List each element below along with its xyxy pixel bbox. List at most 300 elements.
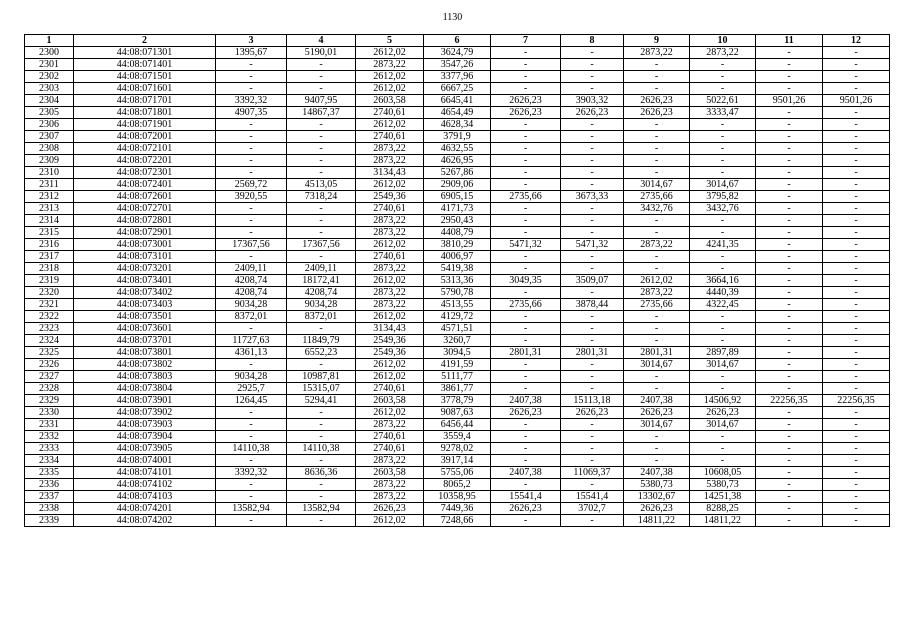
table-cell-col-1: 2332 xyxy=(25,431,74,443)
table-cell-col-2: 44:08:072201 xyxy=(74,155,216,167)
table-cell-col-11: - xyxy=(756,275,823,287)
table-cell-col-12: - xyxy=(823,191,890,203)
table-cell-col-3: - xyxy=(216,323,287,335)
table-cell-col-10: - xyxy=(690,155,756,167)
table-cell-col-10: - xyxy=(690,431,756,443)
table-cell-col-11: - xyxy=(756,479,823,491)
table-cell-col-5: 2740,61 xyxy=(356,107,424,119)
table-cell-col-6: 5755,06 xyxy=(424,467,491,479)
table-row xyxy=(25,239,890,251)
table-cell-col-8: - xyxy=(561,131,624,143)
table-cell-col-5: 2740,61 xyxy=(356,431,424,443)
table-cell-col-11: - xyxy=(756,119,823,131)
table-cell-col-3: 11727,63 xyxy=(216,335,287,347)
table-cell-col-9: - xyxy=(624,143,690,155)
table-cell-col-11: - xyxy=(756,311,823,323)
table-cell-col-4: 2409,11 xyxy=(287,263,356,275)
header-row xyxy=(25,35,890,47)
table-cell-col-9: 2873,22 xyxy=(624,47,690,59)
table-cell-col-7: - xyxy=(491,83,561,95)
table-cell-col-10: 4241,35 xyxy=(690,239,756,251)
table-cell-col-6: 5111,77 xyxy=(424,371,491,383)
table-cell-col-8: - xyxy=(561,203,624,215)
table-cell-col-3: 13582,94 xyxy=(216,503,287,515)
table-cell-col-4: - xyxy=(287,203,356,215)
table-cell-col-2: 44:08:073901 xyxy=(74,395,216,407)
table-cell-col-8: 3878,44 xyxy=(561,299,624,311)
table-cell-col-11: - xyxy=(756,239,823,251)
table-cell-col-12: - xyxy=(823,227,890,239)
table-row xyxy=(25,491,890,503)
table-cell-col-8: - xyxy=(561,287,624,299)
table-cell-col-10: - xyxy=(690,143,756,155)
table-cell-col-1: 2317 xyxy=(25,251,74,263)
table-cell-col-4: - xyxy=(287,407,356,419)
table-cell-col-8: - xyxy=(561,359,624,371)
table-cell-col-3: 4907,35 xyxy=(216,107,287,119)
table-cell-col-2: 44:08:071901 xyxy=(74,119,216,131)
table-cell-col-9: - xyxy=(624,455,690,467)
table-cell-col-8: - xyxy=(561,419,624,431)
table-cell-col-2: 44:08:073902 xyxy=(74,407,216,419)
column-header-9: 9 xyxy=(624,35,690,47)
table-cell-col-9: - xyxy=(624,167,690,179)
table-cell-col-11: - xyxy=(756,491,823,503)
table-row xyxy=(25,119,890,131)
table-cell-col-4: - xyxy=(287,479,356,491)
table-cell-col-12: - xyxy=(823,503,890,515)
table-row xyxy=(25,131,890,143)
table-cell-col-5: 2612,02 xyxy=(356,83,424,95)
table-cell-col-11: - xyxy=(756,251,823,263)
table-cell-col-2: 44:08:073401 xyxy=(74,275,216,287)
table-cell-col-6: 5313,36 xyxy=(424,275,491,287)
table-cell-col-9: - xyxy=(624,71,690,83)
table-cell-col-8: - xyxy=(561,71,624,83)
column-header-6: 6 xyxy=(424,35,491,47)
column-header-7: 7 xyxy=(491,35,561,47)
table-cell-col-7: - xyxy=(491,131,561,143)
table-cell-col-10: 3795,82 xyxy=(690,191,756,203)
table-cell-col-8: - xyxy=(561,227,624,239)
table-cell-col-1: 2336 xyxy=(25,479,74,491)
table-cell-col-4: - xyxy=(287,515,356,527)
table-cell-col-3: - xyxy=(216,83,287,95)
table-row xyxy=(25,215,890,227)
table-cell-col-10: - xyxy=(690,335,756,347)
table-cell-col-12: - xyxy=(823,251,890,263)
table-cell-col-10: - xyxy=(690,131,756,143)
table-cell-col-1: 2325 xyxy=(25,347,74,359)
table-cell-col-6: 4626,95 xyxy=(424,155,491,167)
table-cell-col-1: 2321 xyxy=(25,299,74,311)
table-cell-col-1: 2310 xyxy=(25,167,74,179)
table-cell-col-8: - xyxy=(561,371,624,383)
table-cell-col-7: - xyxy=(491,443,561,455)
table-cell-col-3: - xyxy=(216,359,287,371)
table-cell-col-9: - xyxy=(624,83,690,95)
table-cell-col-3: 3920,55 xyxy=(216,191,287,203)
table-cell-col-5: 2612,02 xyxy=(356,275,424,287)
table-cell-col-1: 2315 xyxy=(25,227,74,239)
table-cell-col-11: - xyxy=(756,71,823,83)
table-cell-col-4: 18172,41 xyxy=(287,275,356,287)
table-row xyxy=(25,515,890,527)
table-cell-col-6: 4006,97 xyxy=(424,251,491,263)
table-row xyxy=(25,395,890,407)
table-cell-col-12: - xyxy=(823,167,890,179)
table-row xyxy=(25,431,890,443)
column-header-11: 11 xyxy=(756,35,823,47)
table-cell-col-2: 44:08:072801 xyxy=(74,215,216,227)
table-cell-col-6: 4191,59 xyxy=(424,359,491,371)
table-cell-col-10: 3014,67 xyxy=(690,179,756,191)
table-cell-col-5: 2603,58 xyxy=(356,395,424,407)
table-cell-col-11: 9501,26 xyxy=(756,95,823,107)
table-cell-col-4: - xyxy=(287,419,356,431)
table-cell-col-11: - xyxy=(756,47,823,59)
table-cell-col-5: 2549,36 xyxy=(356,335,424,347)
table-cell-col-2: 44:08:073803 xyxy=(74,371,216,383)
table-cell-col-1: 2311 xyxy=(25,179,74,191)
table-cell-col-4: 11849,79 xyxy=(287,335,356,347)
table-cell-col-5: 2612,02 xyxy=(356,47,424,59)
table-cell-col-2: 44:08:073201 xyxy=(74,263,216,275)
table-cell-col-2: 44:08:073802 xyxy=(74,359,216,371)
table-cell-col-12: - xyxy=(823,131,890,143)
table-cell-col-10: 14506,92 xyxy=(690,395,756,407)
table-cell-col-5: 2612,02 xyxy=(356,515,424,527)
table-cell-col-12: - xyxy=(823,371,890,383)
table-row xyxy=(25,83,890,95)
table-cell-col-5: 2612,02 xyxy=(356,407,424,419)
table-cell-col-2: 44:08:074201 xyxy=(74,503,216,515)
table-cell-col-5: 2740,61 xyxy=(356,443,424,455)
table-row xyxy=(25,47,890,59)
table-cell-col-1: 2327 xyxy=(25,371,74,383)
table-cell-col-8: - xyxy=(561,383,624,395)
table-cell-col-2: 44:08:073801 xyxy=(74,347,216,359)
table-cell-col-8: - xyxy=(561,119,624,131)
table-cell-col-1: 2324 xyxy=(25,335,74,347)
table-cell-col-8: - xyxy=(561,479,624,491)
table-cell-col-4: - xyxy=(287,143,356,155)
table-cell-col-6: 3778,79 xyxy=(424,395,491,407)
table-cell-col-8: 3509,07 xyxy=(561,275,624,287)
table-cell-col-2: 44:08:071701 xyxy=(74,95,216,107)
table-cell-col-10: 2897,89 xyxy=(690,347,756,359)
table-cell-col-8: - xyxy=(561,167,624,179)
table-cell-col-7: 2735,66 xyxy=(491,299,561,311)
table-cell-col-10: - xyxy=(690,83,756,95)
table-cell-col-5: 2626,23 xyxy=(356,503,424,515)
table-cell-col-5: 3134,43 xyxy=(356,323,424,335)
table-cell-col-11: - xyxy=(756,107,823,119)
table-cell-col-12: 9501,26 xyxy=(823,95,890,107)
table-cell-col-1: 2338 xyxy=(25,503,74,515)
table-cell-col-11: - xyxy=(756,155,823,167)
table-cell-col-7: 2407,38 xyxy=(491,467,561,479)
table-cell-col-12: - xyxy=(823,431,890,443)
table-cell-col-11: - xyxy=(756,203,823,215)
table-cell-col-1: 2316 xyxy=(25,239,74,251)
table-cell-col-4: 17367,56 xyxy=(287,239,356,251)
table-row xyxy=(25,227,890,239)
table-cell-col-3: - xyxy=(216,431,287,443)
column-header-1: 1 xyxy=(25,35,74,47)
table-row xyxy=(25,251,890,263)
table-cell-col-10: - xyxy=(690,371,756,383)
table-cell-col-2: 44:08:071401 xyxy=(74,59,216,71)
table-cell-col-1: 2335 xyxy=(25,467,74,479)
table-cell-col-11: - xyxy=(756,419,823,431)
table-cell-col-10: 4322,45 xyxy=(690,299,756,311)
table-cell-col-8: - xyxy=(561,263,624,275)
table-cell-col-11: - xyxy=(756,515,823,527)
table-row xyxy=(25,143,890,155)
table-cell-col-10: 3432,76 xyxy=(690,203,756,215)
column-header-5: 5 xyxy=(356,35,424,47)
table-cell-col-7: 15541,4 xyxy=(491,491,561,503)
table-cell-col-2: 44:08:073904 xyxy=(74,431,216,443)
table-cell-col-8: 2626,23 xyxy=(561,407,624,419)
table-cell-col-2: 44:08:074102 xyxy=(74,479,216,491)
table-cell-col-1: 2304 xyxy=(25,95,74,107)
table-cell-col-6: 3624,79 xyxy=(424,47,491,59)
table-cell-col-3: - xyxy=(216,491,287,503)
table-cell-col-12: - xyxy=(823,335,890,347)
table-cell-col-6: 4654,49 xyxy=(424,107,491,119)
table-cell-col-5: 2612,02 xyxy=(356,179,424,191)
table-cell-col-1: 2308 xyxy=(25,143,74,155)
table-cell-col-12: - xyxy=(823,479,890,491)
table-row xyxy=(25,299,890,311)
table-cell-col-3: - xyxy=(216,455,287,467)
table-cell-col-7: 2735,66 xyxy=(491,191,561,203)
column-header-4: 4 xyxy=(287,35,356,47)
table-cell-col-10: 3664,16 xyxy=(690,275,756,287)
table-cell-col-10: - xyxy=(690,59,756,71)
table-cell-col-12: - xyxy=(823,215,890,227)
table-cell-col-1: 2314 xyxy=(25,215,74,227)
table-cell-col-7: - xyxy=(491,215,561,227)
table-cell-col-4: - xyxy=(287,491,356,503)
table-cell-col-7: - xyxy=(491,515,561,527)
table-cell-col-5: 2612,02 xyxy=(356,371,424,383)
table-cell-col-10: 14251,38 xyxy=(690,491,756,503)
table-cell-col-12: - xyxy=(823,107,890,119)
table-cell-col-6: 3810,29 xyxy=(424,239,491,251)
table-cell-col-9: 2873,22 xyxy=(624,287,690,299)
table-cell-col-6: 4129,72 xyxy=(424,311,491,323)
table-cell-col-11: - xyxy=(756,455,823,467)
table-cell-col-1: 2318 xyxy=(25,263,74,275)
table-cell-col-4: 8372,01 xyxy=(287,311,356,323)
table-cell-col-1: 2323 xyxy=(25,323,74,335)
table-row xyxy=(25,383,890,395)
table-cell-col-5: 2612,02 xyxy=(356,311,424,323)
table-cell-col-10: - xyxy=(690,311,756,323)
table-cell-col-2: 44:08:073701 xyxy=(74,335,216,347)
table-cell-col-12: - xyxy=(823,455,890,467)
table-cell-col-6: 3260,7 xyxy=(424,335,491,347)
table-cell-col-1: 2307 xyxy=(25,131,74,143)
table-cell-col-9: 3014,67 xyxy=(624,179,690,191)
table-cell-col-11: - xyxy=(756,383,823,395)
table-cell-col-3: 2569,72 xyxy=(216,179,287,191)
table-cell-col-4: - xyxy=(287,119,356,131)
table-cell-col-4: - xyxy=(287,155,356,167)
table-cell-col-5: 2873,22 xyxy=(356,59,424,71)
table-cell-col-3: 8372,01 xyxy=(216,311,287,323)
table-cell-col-5: 2873,22 xyxy=(356,455,424,467)
table-cell-col-12: - xyxy=(823,155,890,167)
table-cell-col-6: 3377,96 xyxy=(424,71,491,83)
table-cell-col-3: 14110,38 xyxy=(216,443,287,455)
table-cell-col-3: 9034,28 xyxy=(216,371,287,383)
table-cell-col-4: - xyxy=(287,359,356,371)
table-cell-col-5: 2549,36 xyxy=(356,191,424,203)
table-cell-col-3: - xyxy=(216,407,287,419)
table-cell-col-10: - xyxy=(690,227,756,239)
table-cell-col-11: - xyxy=(756,299,823,311)
cadastral-value-table xyxy=(24,34,890,527)
table-cell-col-5: 2612,02 xyxy=(356,119,424,131)
table-row xyxy=(25,371,890,383)
table-cell-col-4: - xyxy=(287,167,356,179)
table-cell-col-10: - xyxy=(690,71,756,83)
table-cell-col-1: 2337 xyxy=(25,491,74,503)
table-row xyxy=(25,203,890,215)
table-cell-col-12: - xyxy=(823,143,890,155)
table-cell-col-6: 7449,36 xyxy=(424,503,491,515)
table-cell-col-8: 3673,33 xyxy=(561,191,624,203)
table-cell-col-12: - xyxy=(823,203,890,215)
table-cell-col-2: 44:08:073402 xyxy=(74,287,216,299)
table-row xyxy=(25,59,890,71)
table-cell-col-2: 44:08:071601 xyxy=(74,83,216,95)
table-cell-col-10: - xyxy=(690,251,756,263)
table-cell-col-3: 1264,45 xyxy=(216,395,287,407)
table-row xyxy=(25,323,890,335)
table-cell-col-5: 2873,22 xyxy=(356,143,424,155)
table-cell-col-1: 2330 xyxy=(25,407,74,419)
table-cell-col-2: 44:08:073403 xyxy=(74,299,216,311)
table-cell-col-3: 4208,74 xyxy=(216,275,287,287)
table-cell-col-7: - xyxy=(491,119,561,131)
table-cell-col-8: - xyxy=(561,443,624,455)
table-cell-col-5: 2612,02 xyxy=(356,239,424,251)
table-cell-col-9: - xyxy=(624,227,690,239)
table-cell-col-8: - xyxy=(561,311,624,323)
table-cell-col-12: - xyxy=(823,323,890,335)
table-cell-col-9: 3014,67 xyxy=(624,419,690,431)
table-cell-col-8: - xyxy=(561,455,624,467)
table-cell-col-2: 44:08:072401 xyxy=(74,179,216,191)
table-row xyxy=(25,359,890,371)
table-cell-col-8: 11069,37 xyxy=(561,467,624,479)
table-cell-col-9: - xyxy=(624,371,690,383)
table-cell-col-2: 44:08:072001 xyxy=(74,131,216,143)
table-cell-col-5: 2873,22 xyxy=(356,479,424,491)
table-cell-col-10: 3333,47 xyxy=(690,107,756,119)
table-cell-col-12: - xyxy=(823,407,890,419)
table-cell-col-1: 2322 xyxy=(25,311,74,323)
table-cell-col-4: - xyxy=(287,455,356,467)
table-cell-col-7: - xyxy=(491,47,561,59)
table-cell-col-7: - xyxy=(491,335,561,347)
table-cell-col-11: - xyxy=(756,323,823,335)
table-cell-col-3: - xyxy=(216,131,287,143)
table-cell-col-6: 6645,41 xyxy=(424,95,491,107)
table-cell-col-7: 2407,38 xyxy=(491,395,561,407)
table-cell-col-9: - xyxy=(624,335,690,347)
table-cell-col-4: - xyxy=(287,323,356,335)
table-cell-col-6: 6667,25 xyxy=(424,83,491,95)
table-cell-col-3: - xyxy=(216,215,287,227)
table-cell-col-2: 44:08:074103 xyxy=(74,491,216,503)
table-row xyxy=(25,419,890,431)
table-cell-col-1: 2329 xyxy=(25,395,74,407)
table-cell-col-8: 3903,32 xyxy=(561,95,624,107)
table-row xyxy=(25,95,890,107)
table-cell-col-2: 44:08:072601 xyxy=(74,191,216,203)
table-cell-col-2: 44:08:071301 xyxy=(74,47,216,59)
table-cell-col-3: 2409,11 xyxy=(216,263,287,275)
table-cell-col-3: 1395,67 xyxy=(216,47,287,59)
table-row xyxy=(25,263,890,275)
table-cell-col-1: 2305 xyxy=(25,107,74,119)
table-cell-col-10: 5022,61 xyxy=(690,95,756,107)
page-number: 1130 xyxy=(442,12,463,23)
table-row xyxy=(25,503,890,515)
table-cell-col-12: - xyxy=(823,383,890,395)
table-cell-col-11: - xyxy=(756,347,823,359)
table-row xyxy=(25,455,890,467)
table-cell-col-7: - xyxy=(491,59,561,71)
table-cell-col-6: 3861,77 xyxy=(424,383,491,395)
table-cell-col-9: - xyxy=(624,251,690,263)
table-cell-col-7: - xyxy=(491,179,561,191)
table-cell-col-8: - xyxy=(561,143,624,155)
table-cell-col-8: - xyxy=(561,59,624,71)
table-cell-col-8: 2626,23 xyxy=(561,107,624,119)
table-cell-col-5: 2873,22 xyxy=(356,227,424,239)
table-cell-col-7: - xyxy=(491,287,561,299)
table-cell-col-11: - xyxy=(756,227,823,239)
table-cell-col-4: 14867,37 xyxy=(287,107,356,119)
table-cell-col-9: 2407,38 xyxy=(624,467,690,479)
table-cell-col-11: - xyxy=(756,179,823,191)
table-cell-col-12: - xyxy=(823,359,890,371)
table-cell-col-5: 2549,36 xyxy=(356,347,424,359)
table-cell-col-12: - xyxy=(823,179,890,191)
table-cell-col-6: 3791,9 xyxy=(424,131,491,143)
table-cell-col-4: - xyxy=(287,71,356,83)
table-cell-col-10: - xyxy=(690,323,756,335)
table-cell-col-6: 5419,38 xyxy=(424,263,491,275)
table-cell-col-7: - xyxy=(491,167,561,179)
table-cell-col-8: - xyxy=(561,215,624,227)
table-cell-col-5: 2873,22 xyxy=(356,491,424,503)
table-cell-col-5: 2873,22 xyxy=(356,215,424,227)
table-cell-col-8: - xyxy=(561,323,624,335)
table-cell-col-4: 5294,41 xyxy=(287,395,356,407)
table-cell-col-2: 44:08:073804 xyxy=(74,383,216,395)
table-cell-col-9: 2626,23 xyxy=(624,503,690,515)
table-cell-col-2: 44:08:072701 xyxy=(74,203,216,215)
table-cell-col-1: 2339 xyxy=(25,515,74,527)
